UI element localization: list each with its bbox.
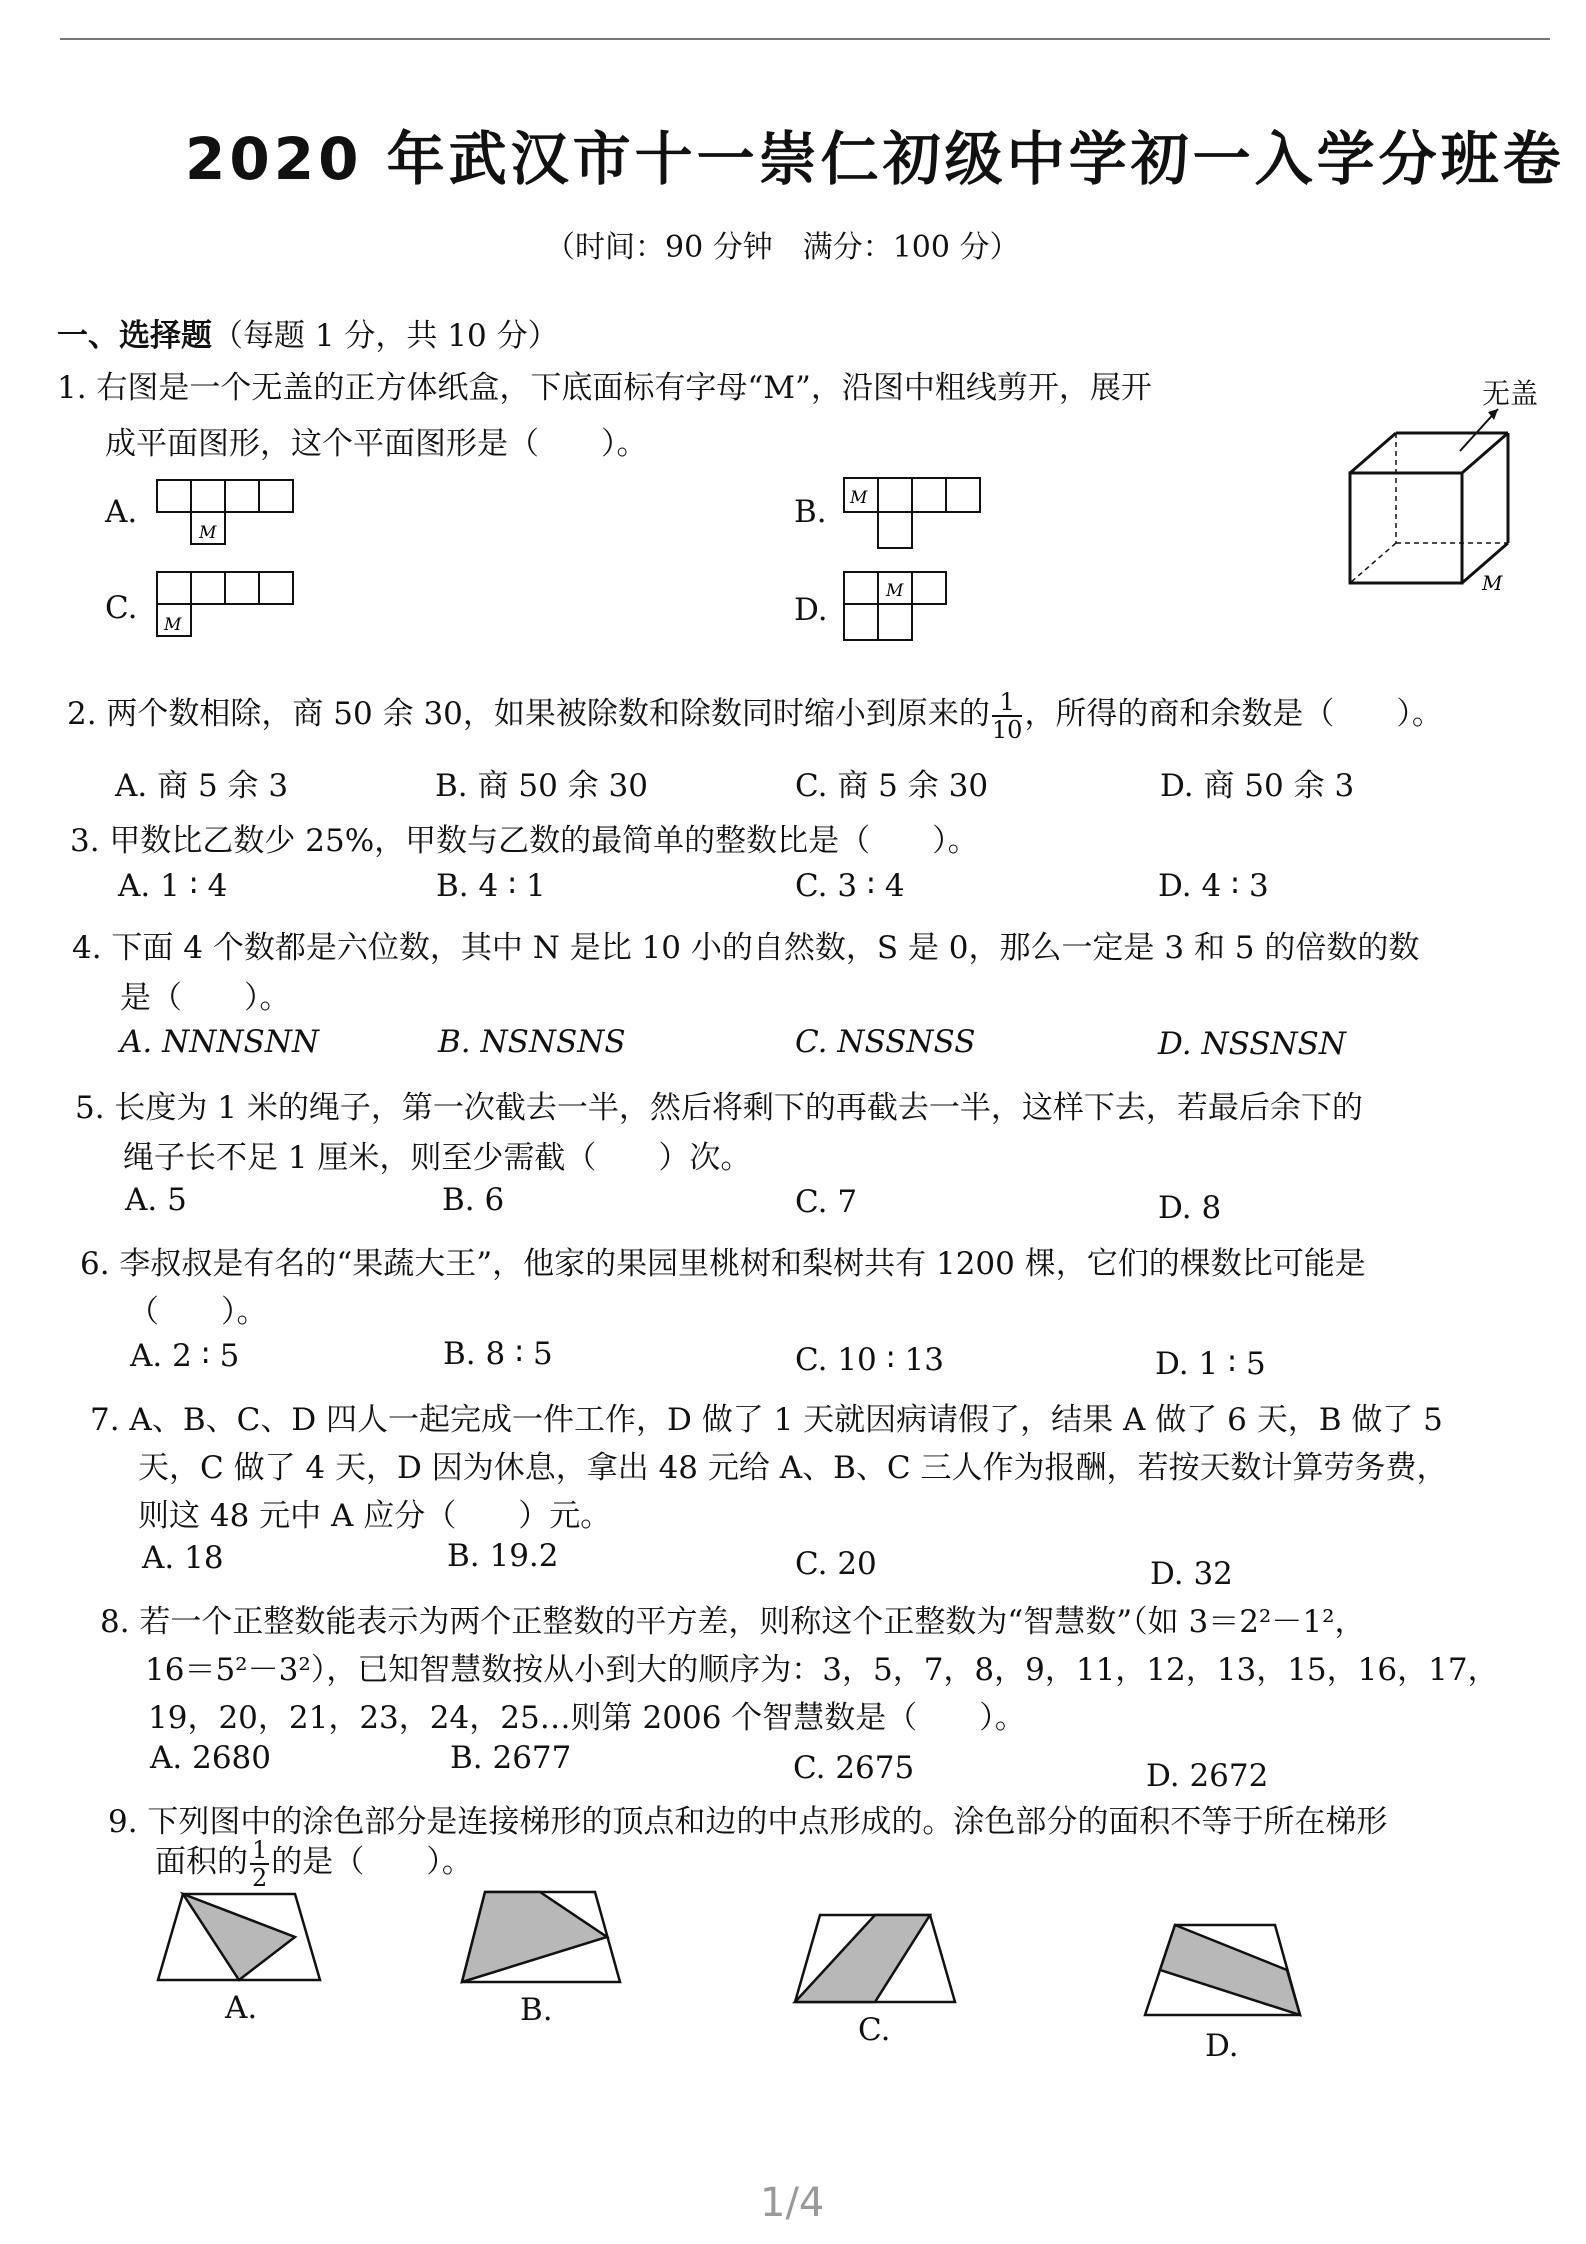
q5-option-d[interactable]: D. 8 xyxy=(1158,1190,1222,1226)
q7-option-b[interactable]: B. 19.2 xyxy=(447,1538,559,1574)
q8-option-b[interactable]: B. 2677 xyxy=(450,1740,572,1776)
q5-line1: 5. 长度为 1 米的绳子，第一次截去一半，然后将剩下的再截去一半，这样下去，若最后余下的 xyxy=(75,1090,1363,1126)
trapezoid-b xyxy=(462,1892,620,1982)
q9-frac-num: 1 xyxy=(252,1835,268,1864)
q4-line1: 4. 下面 4 个数都是六位数，其中 N 是比 10 小的自然数，S 是 0，那么一定是 3 和 5 的倍数的数 xyxy=(72,930,1420,966)
net-a xyxy=(155,478,300,553)
q2-stem xyxy=(67,688,1443,743)
q4-option-a[interactable]: A. NNNSNN xyxy=(120,1024,319,1060)
section-note: （每题 1 分，共 10 分） xyxy=(212,318,559,354)
net-b-letter: M xyxy=(850,488,868,508)
q9-line2-pre: 面积的 xyxy=(155,1844,248,1880)
q7-option-a[interactable]: A. 18 xyxy=(142,1540,224,1576)
trapezoid-c xyxy=(795,1915,955,2002)
q2-option-b[interactable]: B. 商 50 余 30 xyxy=(435,768,648,804)
net-c-letter: M xyxy=(164,615,182,635)
net-d xyxy=(842,570,957,650)
q8-option-c[interactable]: C. 2675 xyxy=(793,1750,915,1786)
q9-option-c[interactable]: C. xyxy=(858,2012,891,2048)
q9-trapezoid-figures xyxy=(150,1890,1330,2090)
q2-option-a[interactable]: A. 商 5 余 3 xyxy=(115,768,289,804)
section-title: 一、选择题 xyxy=(57,318,212,354)
q2-frac-num: 1 xyxy=(992,689,1023,717)
q7-line2: 天，C 做了 4 天，D 因为休息，拿出 48 元给 A、B、C 三人作为报酬，若按天数计算劳务费， xyxy=(138,1450,1448,1486)
net-d-letter: M xyxy=(886,581,904,601)
q3-option-b[interactable]: B. 4 ∶ 1 xyxy=(436,868,546,904)
q1-option-b[interactable]: B. xyxy=(794,494,827,530)
q8-line3: 19，20，21，23，24，25…则第 2006 个智慧数是（ ）。 xyxy=(148,1700,1026,1736)
q5-option-b[interactable]: B. 6 xyxy=(442,1182,505,1218)
q7-line3: 则这 48 元中 A 应分（ ）元。 xyxy=(138,1498,612,1534)
q4-option-b[interactable]: B. NSNSNS xyxy=(438,1024,626,1060)
net-c xyxy=(155,570,300,645)
exam-info: （时间：90 分钟 满分：100 分） xyxy=(545,230,1020,265)
q8-line2: 16＝5²－3²），已知智慧数按从小到大的顺序为：3，5，7，8，9，11，12，13，15，16，17， xyxy=(145,1652,1499,1688)
q6-option-b[interactable]: B. 8 ∶ 5 xyxy=(443,1336,553,1372)
q3-option-d[interactable]: D. 4 ∶ 3 xyxy=(1158,868,1269,904)
trapezoid-d xyxy=(1145,1925,1300,2015)
q2-stem-pre: 2. 两个数相除，商 50 余 30，如果被除数和除数同时缩小到原来的 xyxy=(67,696,990,732)
q4-line2: 是（ ）。 xyxy=(120,980,291,1016)
q6-line2: （ ）。 xyxy=(128,1294,268,1330)
q9-line2 xyxy=(155,1836,473,1891)
q2-stem-post: ，所得的商和余数是（ ）。 xyxy=(1024,696,1443,732)
q4-option-c[interactable]: C. NSSNSS xyxy=(795,1024,976,1060)
page-title: 2020 年武汉市十一崇仁初级中学初一入学分班卷 xyxy=(185,125,1565,193)
q9-option-a[interactable]: A. xyxy=(225,1990,258,2026)
q5-option-a[interactable]: A. 5 xyxy=(125,1182,187,1218)
page-indicator: 1/4 xyxy=(760,2180,825,2226)
q8-line1: 8. 若一个正整数能表示为两个正整数的平方差，则称这个正整数为“智慧数”（如 3＝2²－1²， xyxy=(100,1604,1366,1640)
q8-option-d[interactable]: D. 2672 xyxy=(1146,1758,1269,1794)
cube-letter: M xyxy=(1482,571,1503,595)
q6-option-d[interactable]: D. 1 ∶ 5 xyxy=(1155,1346,1266,1382)
q6-line1: 6. 李叔叔是有名的“果蔬大王”，他家的果园里桃树和梨树共有 1200 棵，它们的棵数比可能是 xyxy=(80,1246,1366,1282)
cube-label-no-lid: 无盖 xyxy=(1482,377,1539,410)
q3-stem: 3. 甲数比乙数少 25%，甲数与乙数的最简单的整数比是（ ）。 xyxy=(70,823,979,859)
q7-option-d[interactable]: D. 32 xyxy=(1150,1556,1233,1592)
q6-option-a[interactable]: A. 2 ∶ 5 xyxy=(130,1338,240,1374)
q9-option-b[interactable]: B. xyxy=(520,1992,553,2028)
net-b xyxy=(842,476,987,556)
q5-line2: 绳子长不足 1 厘米，则至少需截（ ）次。 xyxy=(123,1140,752,1176)
q1-option-a[interactable]: A. xyxy=(105,494,138,530)
q9-option-d[interactable]: D. xyxy=(1205,2028,1239,2064)
q1-option-c[interactable]: C. xyxy=(105,590,138,626)
q1-option-d[interactable]: D. xyxy=(794,592,828,628)
q1-line2: 成平面图形，这个平面图形是（ ）。 xyxy=(105,426,648,462)
q9-fraction xyxy=(250,1837,269,1891)
q3-option-a[interactable]: A. 1 ∶ 4 xyxy=(118,868,228,904)
q2-frac-den: 10 xyxy=(991,715,1023,744)
q3-option-c[interactable]: C. 3 ∶ 4 xyxy=(795,868,905,904)
q8-option-a[interactable]: A. 2680 xyxy=(150,1740,271,1776)
q7-line1: 7. A、B、C、D 四人一起完成一件工作，D 做了 1 天就因病请假了，结果 A 做了 6 天，B 做了 5 xyxy=(90,1402,1443,1438)
net-a-letter: M xyxy=(199,523,217,543)
q4-option-d[interactable]: D. NSSNSN xyxy=(1158,1026,1346,1062)
q7-option-c[interactable]: C. 20 xyxy=(795,1546,877,1582)
trapezoid-a xyxy=(158,1894,320,1980)
top-rule xyxy=(60,38,1550,40)
q2-option-d[interactable]: D. 商 50 余 3 xyxy=(1160,768,1355,804)
q5-option-c[interactable]: C. 7 xyxy=(795,1184,858,1220)
q9-line1: 9. 下列图中的涂色部分是连接梯形的顶点和边的中点形成的。涂色部分的面积不等于所在梯形 xyxy=(108,1804,1388,1840)
q2-fraction xyxy=(992,689,1023,743)
q6-option-c[interactable]: C. 10 ∶ 13 xyxy=(795,1342,944,1378)
q2-option-c[interactable]: C. 商 5 余 30 xyxy=(795,768,989,804)
q9-line2-post: 的是（ ）。 xyxy=(271,1844,473,1880)
q9-frac-den: 2 xyxy=(252,1863,268,1892)
q1-line1: 1. 右图是一个无盖的正方体纸盒，下底面标有字母“M”，沿图中粗线剪开，展开 xyxy=(57,370,1152,406)
section-heading xyxy=(57,310,559,355)
